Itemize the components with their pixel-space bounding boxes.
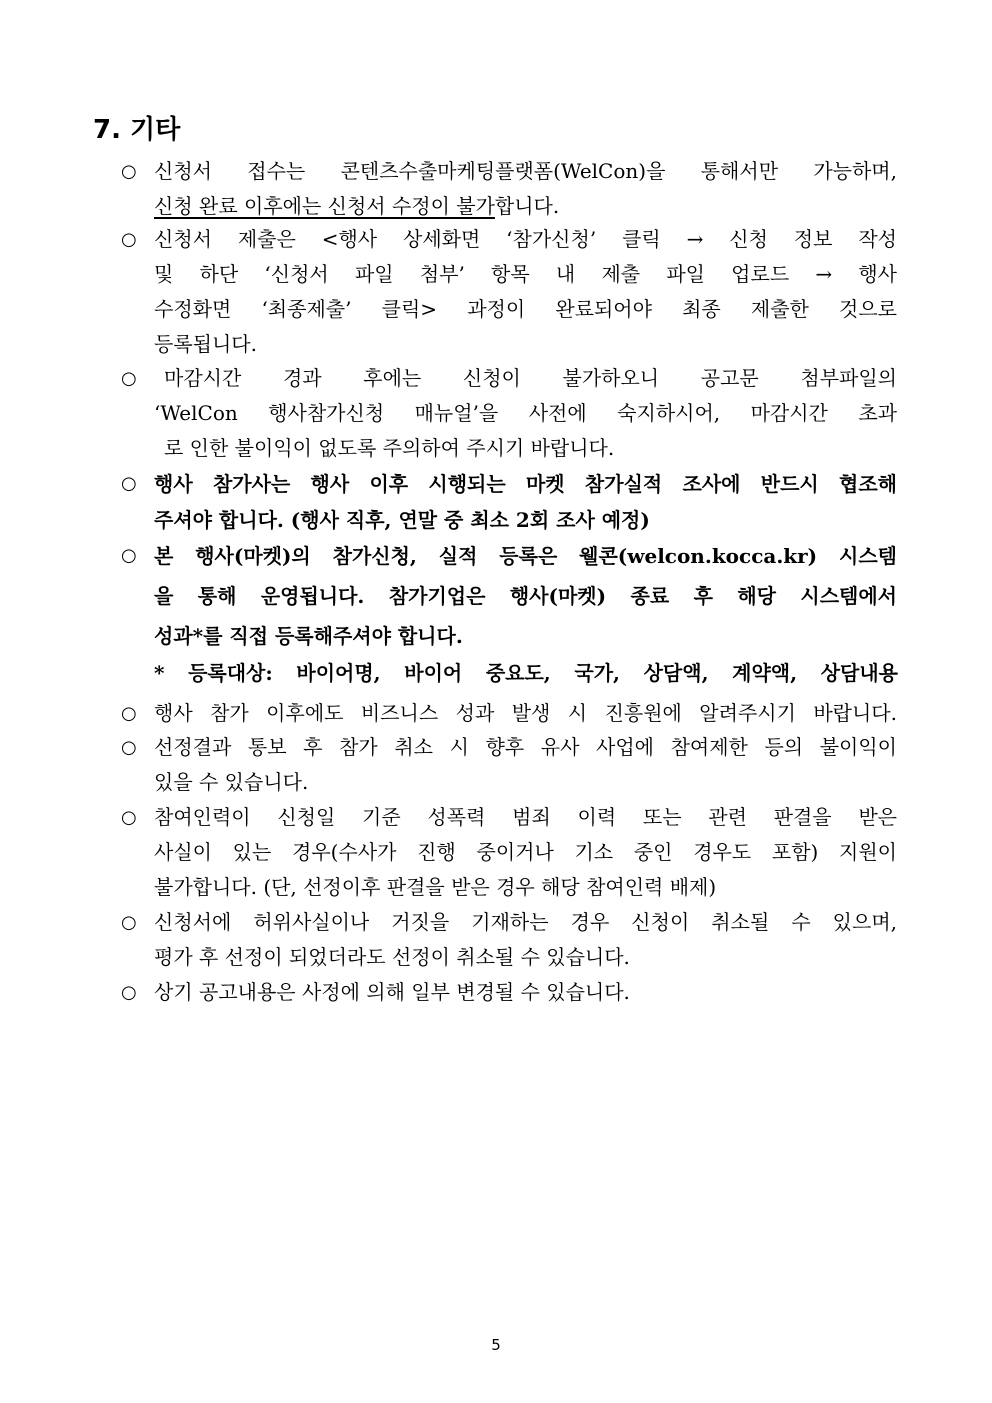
bullet-circle-icon: ○ — [121, 545, 137, 566]
section-title: 7. 기타 — [93, 115, 181, 145]
item-line: 등록됩니다. — [154, 332, 257, 356]
item-line: 성과*를 직접 등록해주셔야 합니다. — [154, 624, 463, 648]
item-line: 참여인력이 신청일 기준 성폭력 범죄 이력 또는 관련 판결을 받은 — [154, 805, 897, 829]
bullet-circle-icon: ○ — [121, 912, 137, 933]
item-line: 있을 수 있습니다. — [154, 770, 309, 794]
bullet-circle-icon: ○ — [121, 982, 137, 1003]
item-line: 신청서에 허위사실이나 거짓을 기재하는 경우 신청이 취소될 수 있으며, — [154, 910, 897, 934]
item-line: 로 인한 불이익이 없도록 주의하여 주시기 바랍니다. — [164, 436, 615, 460]
item-line: 마감시간 경과 후에는 신청이 불가하오니 공고문 첨부파일의 — [164, 366, 897, 390]
list-item — [121, 800, 897, 905]
item-line: 주셔야 합니다. (행사 직후, 연말 중 최소 2회 조사 예정) — [154, 508, 650, 532]
bullet-circle-icon: ○ — [121, 473, 137, 494]
item-line: 신청서 제출은 <행사 상세화면 ‘참가신청’ 클릭 → 신청 정보 작성 — [154, 227, 897, 251]
item-line: 수정화면 ‘최종제출’ 클릭> 과정이 완료되어야 최종 제출한 것으로 — [154, 297, 897, 321]
item-line: 평가 후 선정이 되었더라도 선정이 취소될 수 있습니다. — [154, 945, 630, 969]
item-line: 및 하단 ‘신청서 파일 첨부’ 항목 내 제출 파일 업로드 → 행사 — [154, 262, 897, 286]
item-line: 선정결과 통보 후 참가 취소 시 향후 유사 사업에 참여제한 등의 불이익이 — [154, 735, 897, 759]
list-item — [121, 730, 897, 800]
item-line: 사실이 있는 경우(수사가 진행 중이거나 기소 중인 경우도 포함) 지원이 — [154, 840, 897, 864]
item-line: 본 행사(마켓)의 참가신청, 실적 등록은 웰콘(welcon.kocca.kr) 시스템 — [154, 544, 897, 568]
list-item — [121, 222, 897, 362]
list-item — [121, 361, 897, 466]
registration-note: * 등록대상: 바이어명, 바이어 중요도, 국가, 상담액, 계약액, 상담내용 — [154, 661, 898, 685]
item-line: 신청서 접수는 콘텐츠수출마케팅플랫폼(WelCon)을 통해서만 가능하며, — [154, 159, 897, 183]
item-line: 을 통해 운영됩니다. 참가기업은 행사(마켓) 종료 후 해당 시스템에서 — [154, 584, 897, 608]
list-item — [121, 154, 897, 224]
item-line: 행사 참가 이후에도 비즈니스 성과 발생 시 진흥원에 알려주시기 바랍니다. — [154, 701, 897, 725]
item-line: ‘WelCon 행사참가신청 매뉴얼’을 사전에 숙지하시어, 마감시간 초과 — [154, 401, 897, 425]
list-item — [121, 536, 897, 656]
item-text-tail: 합니다. — [494, 194, 560, 218]
bullet-circle-icon: ○ — [121, 703, 137, 724]
list-item — [121, 905, 897, 975]
item-line — [154, 189, 897, 224]
bullet-circle-icon: ○ — [121, 229, 137, 250]
bullet-circle-icon: ○ — [121, 368, 137, 389]
page-number: 5 — [491, 1336, 501, 1354]
list-item — [121, 466, 897, 538]
list-item — [121, 975, 897, 1010]
bullet-circle-icon: ○ — [121, 161, 137, 182]
bullet-circle-icon: ○ — [121, 737, 137, 758]
item-line: 상기 공고내용은 사정에 의해 일부 변경될 수 있습니다. — [154, 980, 630, 1004]
list-item — [121, 696, 897, 731]
item-line: 불가합니다. (단, 선정이후 판결을 받은 경우 해당 참여인력 배제) — [154, 875, 717, 899]
bullet-circle-icon: ○ — [121, 807, 137, 828]
item-line: 행사 참가사는 행사 이후 시행되는 마켓 참가실적 조사에 반드시 협조해 — [154, 472, 897, 496]
underlined-text: 신청 완료 이후에는 신청서 수정이 불가 — [154, 194, 495, 218]
